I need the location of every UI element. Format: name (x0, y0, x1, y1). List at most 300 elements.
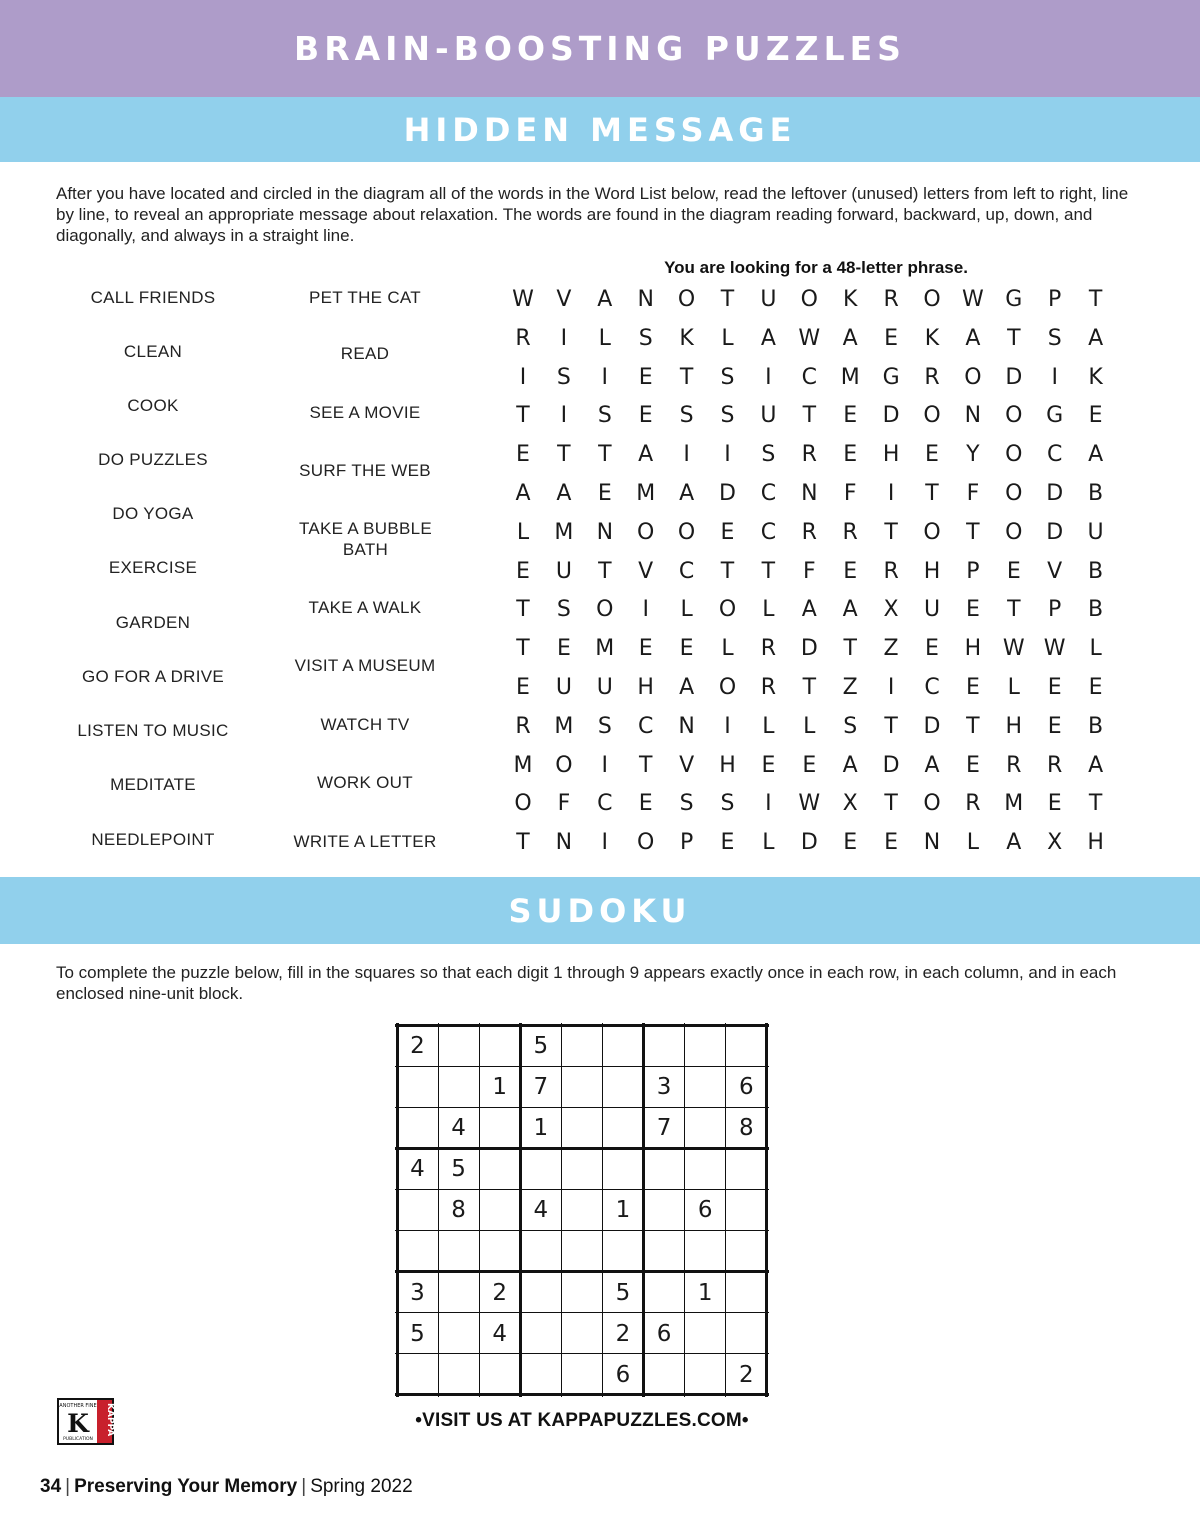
grid-letter[interactable]: H (964, 636, 982, 662)
grid-letter[interactable]: E (679, 636, 694, 662)
sudoku-cell[interactable]: 4 (492, 1320, 507, 1347)
sudoku-cell[interactable] (603, 1148, 644, 1189)
sudoku-cell[interactable] (644, 1189, 685, 1230)
grid-letter[interactable]: H (637, 675, 654, 700)
grid-letter[interactable]: R (801, 519, 817, 545)
grid-letter[interactable]: S (720, 364, 735, 390)
sudoku-cell[interactable]: 1 (615, 1197, 631, 1224)
grid-letter[interactable]: S (556, 364, 571, 390)
sudoku-cell[interactable] (726, 1272, 767, 1313)
grid-letter[interactable]: L (762, 597, 775, 623)
grid-letter[interactable]: R (1047, 752, 1063, 778)
grid-letter[interactable]: D (800, 636, 818, 662)
grid-letter[interactable]: B (1088, 558, 1104, 584)
grid-letter[interactable]: E (720, 830, 735, 856)
sudoku-cell[interactable] (603, 1025, 644, 1066)
grid-letter[interactable]: S (556, 597, 571, 623)
grid-letter[interactable]: A (760, 325, 776, 351)
grid-letter[interactable]: Z (883, 636, 899, 662)
grid-letter[interactable]: L (762, 713, 775, 739)
grid-letter[interactable]: I (887, 481, 895, 506)
grid-letter[interactable]: O (923, 519, 941, 545)
sudoku-cell[interactable] (438, 1272, 479, 1313)
sudoku-cell[interactable]: 2 (738, 1361, 754, 1388)
grid-letter[interactable]: A (556, 481, 572, 506)
grid-letter[interactable]: A (1088, 325, 1104, 351)
grid-letter[interactable]: P (1048, 597, 1062, 623)
grid-letter[interactable]: H (1005, 713, 1023, 739)
grid-letter[interactable]: K (842, 287, 858, 312)
grid-letter[interactable]: O (637, 830, 655, 856)
grid-letter[interactable]: A (597, 287, 613, 312)
grid-letter[interactable]: M (636, 481, 656, 506)
grid-letter[interactable]: D (1005, 364, 1023, 390)
sudoku-cell[interactable]: 2 (492, 1279, 507, 1306)
grid-letter[interactable]: F (557, 791, 571, 817)
grid-letter[interactable]: L (721, 636, 734, 662)
grid-letter[interactable]: L (966, 830, 980, 856)
grid-letter[interactable]: O (718, 675, 737, 700)
sudoku-cell[interactable]: 6 (697, 1197, 713, 1224)
grid-letter[interactable]: T (884, 713, 898, 739)
grid-letter[interactable]: H (923, 558, 941, 584)
grid-letter[interactable]: A (801, 597, 817, 623)
sudoku-cell[interactable]: 7 (533, 1074, 549, 1101)
grid-letter[interactable]: R (515, 325, 531, 351)
grid-letter[interactable]: F (966, 481, 980, 506)
grid-letter[interactable]: N (555, 830, 573, 856)
grid-letter[interactable]: O (1005, 519, 1023, 545)
grid-letter[interactable]: I (683, 442, 690, 468)
grid-letter[interactable]: B (1088, 713, 1104, 739)
sudoku-cell[interactable] (438, 1025, 479, 1066)
grid-letter[interactable]: N (596, 519, 614, 545)
sudoku-cell[interactable] (685, 1148, 726, 1189)
sudoku-cell[interactable] (479, 1025, 520, 1066)
grid-letter[interactable]: C (924, 675, 940, 700)
grid-letter[interactable]: K (679, 325, 694, 351)
grid-letter[interactable]: I (765, 791, 772, 817)
sudoku-cell[interactable] (685, 1354, 726, 1395)
grid-letter[interactable]: C (760, 481, 777, 506)
grid-letter[interactable]: E (843, 830, 858, 856)
grid-letter[interactable]: O (596, 597, 614, 623)
grid-letter[interactable]: M (1004, 791, 1024, 817)
grid-letter[interactable]: E (1088, 675, 1103, 700)
grid-letter[interactable]: T (516, 636, 530, 662)
grid-letter[interactable]: C (760, 519, 777, 545)
grid-letter[interactable]: O (1005, 481, 1023, 506)
grid-letter[interactable]: O (964, 364, 982, 390)
sudoku-cell[interactable] (520, 1148, 561, 1189)
sudoku-cell[interactable] (479, 1189, 520, 1230)
grid-letter[interactable]: S (597, 713, 612, 739)
grid-letter[interactable]: K (1088, 364, 1103, 390)
grid-letter[interactable]: T (679, 364, 694, 390)
sudoku-cell[interactable] (644, 1272, 685, 1313)
grid-letter[interactable]: C (801, 364, 817, 390)
sudoku-cell[interactable] (520, 1272, 561, 1313)
sudoku-cell[interactable] (644, 1354, 685, 1395)
sudoku-cell[interactable] (603, 1066, 644, 1107)
grid-letter[interactable]: P (966, 558, 980, 584)
sudoku-cell[interactable] (685, 1313, 726, 1354)
grid-letter[interactable]: W (1002, 636, 1025, 662)
grid-letter[interactable]: S (843, 713, 858, 739)
grid-letter[interactable]: C (638, 713, 654, 739)
grid-letter[interactable]: N (801, 481, 818, 506)
grid-letter[interactable]: T (761, 558, 776, 584)
sudoku-cell[interactable] (561, 1231, 602, 1272)
grid-letter[interactable]: A (842, 752, 858, 778)
sudoku-cell[interactable] (726, 1148, 767, 1189)
sudoku-cell[interactable] (520, 1313, 561, 1354)
grid-letter[interactable]: S (597, 403, 612, 429)
sudoku-cell[interactable] (726, 1189, 767, 1230)
grid-letter[interactable]: Z (842, 675, 858, 700)
sudoku-cell[interactable]: 1 (492, 1074, 507, 1101)
grid-letter[interactable]: G (882, 364, 900, 390)
sudoku-cell[interactable]: 1 (697, 1279, 713, 1306)
grid-letter[interactable]: S (761, 442, 776, 468)
grid-letter[interactable]: N (637, 287, 654, 312)
sudoku-cell[interactable] (479, 1107, 520, 1148)
sudoku-cell[interactable] (561, 1354, 602, 1395)
sudoku-cell[interactable] (561, 1313, 602, 1354)
grid-letter[interactable]: P (679, 830, 694, 856)
grid-letter[interactable]: X (883, 597, 899, 623)
grid-letter[interactable]: T (925, 481, 939, 506)
grid-letter[interactable]: H (719, 752, 736, 778)
sudoku-cell[interactable] (438, 1066, 479, 1107)
grid-letter[interactable]: D (1046, 519, 1064, 545)
grid-letter[interactable]: N (964, 403, 982, 429)
grid-letter[interactable]: W (1043, 636, 1066, 662)
grid-letter[interactable]: C (597, 791, 613, 817)
grid-letter[interactable]: T (720, 558, 735, 584)
grid-letter[interactable]: L (1089, 636, 1102, 662)
grid-letter[interactable]: U (555, 558, 572, 584)
grid-letter[interactable]: S (638, 325, 653, 351)
grid-letter[interactable]: E (638, 364, 653, 390)
grid-letter[interactable]: V (679, 752, 695, 778)
grid-letter[interactable]: E (884, 830, 899, 856)
grid-letter[interactable]: P (1048, 287, 1062, 312)
grid-letter[interactable]: A (679, 481, 695, 506)
grid-letter[interactable]: I (887, 675, 895, 700)
grid-letter[interactable]: M (513, 752, 533, 778)
grid-letter[interactable]: M (554, 519, 574, 545)
grid-letter[interactable]: N (678, 713, 695, 739)
sudoku-cell[interactable] (561, 1272, 602, 1313)
sudoku-cell[interactable]: 6 (656, 1320, 672, 1347)
grid-letter[interactable]: A (965, 325, 981, 351)
grid-letter[interactable]: T (1088, 287, 1103, 312)
grid-letter[interactable]: G (1046, 403, 1064, 429)
sudoku-cell[interactable] (438, 1354, 479, 1395)
sudoku-cell[interactable] (561, 1066, 602, 1107)
sudoku-cell[interactable] (561, 1025, 602, 1066)
sudoku-cell[interactable] (520, 1231, 561, 1272)
grid-letter[interactable]: E (843, 442, 858, 468)
grid-letter[interactable]: L (762, 830, 775, 856)
grid-letter[interactable]: R (1006, 752, 1022, 778)
grid-letter[interactable]: R (515, 713, 531, 739)
grid-letter[interactable]: T (1007, 325, 1021, 351)
grid-letter[interactable]: T (802, 403, 817, 429)
grid-letter[interactable]: T (884, 519, 898, 545)
sudoku-cell[interactable]: 1 (533, 1115, 549, 1142)
sudoku-cell[interactable] (603, 1107, 644, 1148)
sudoku-cell[interactable]: 2 (410, 1033, 425, 1059)
grid-letter[interactable]: R (883, 558, 899, 584)
grid-letter[interactable]: O (923, 791, 941, 817)
grid-letter[interactable]: R (883, 287, 899, 312)
grid-letter[interactable]: V (638, 558, 654, 584)
grid-letter[interactable]: T (884, 791, 898, 817)
sudoku-cell[interactable] (397, 1354, 438, 1395)
sudoku-cell[interactable]: 7 (656, 1115, 672, 1142)
grid-letter[interactable]: O (637, 519, 655, 545)
grid-letter[interactable]: T (557, 442, 571, 468)
sudoku-cell[interactable]: 6 (738, 1074, 754, 1101)
grid-letter[interactable]: V (556, 287, 572, 312)
sudoku-cell[interactable] (397, 1066, 438, 1107)
grid-letter[interactable]: O (514, 791, 532, 817)
grid-letter[interactable]: E (925, 442, 939, 468)
grid-letter[interactable]: U (760, 287, 777, 312)
grid-letter[interactable]: W (798, 791, 821, 817)
grid-letter[interactable]: D (1046, 481, 1064, 506)
grid-letter[interactable]: W (512, 287, 534, 312)
grid-letter[interactable]: X (842, 791, 858, 817)
grid-letter[interactable]: T (516, 403, 530, 429)
grid-letter[interactable]: A (842, 325, 858, 351)
grid-letter[interactable]: I (642, 597, 649, 623)
grid-letter[interactable]: F (843, 481, 857, 506)
grid-letter[interactable]: D (882, 752, 900, 778)
grid-letter[interactable]: U (923, 597, 941, 623)
sudoku-cell[interactable] (644, 1231, 685, 1272)
sudoku-cell[interactable]: 8 (738, 1115, 754, 1142)
sudoku-cell[interactable] (561, 1148, 602, 1189)
grid-letter[interactable]: E (843, 558, 858, 584)
grid-letter[interactable]: O (800, 287, 818, 312)
grid-letter[interactable]: L (680, 597, 693, 623)
sudoku-cell[interactable] (479, 1354, 520, 1395)
grid-letter[interactable]: I (601, 364, 609, 390)
grid-letter[interactable]: E (884, 325, 899, 351)
grid-letter[interactable]: T (1088, 791, 1103, 817)
sudoku-cell[interactable] (479, 1148, 520, 1189)
sudoku-cell[interactable]: 4 (410, 1156, 425, 1183)
grid-letter[interactable]: E (802, 752, 817, 778)
grid-letter[interactable]: B (1088, 597, 1104, 623)
sudoku-cell[interactable] (397, 1231, 438, 1272)
grid-letter[interactable]: S (1047, 325, 1062, 351)
grid-letter[interactable]: R (924, 364, 940, 390)
grid-letter[interactable]: T (966, 713, 980, 739)
grid-letter[interactable]: M (554, 713, 574, 739)
grid-letter[interactable]: E (516, 442, 530, 468)
grid-letter[interactable]: L (803, 713, 816, 739)
grid-letter[interactable]: M (840, 364, 860, 390)
grid-letter[interactable]: U (1087, 519, 1104, 545)
sudoku-cell[interactable] (685, 1066, 726, 1107)
sudoku-cell[interactable] (561, 1107, 602, 1148)
grid-letter[interactable]: F (802, 558, 816, 584)
grid-letter[interactable]: O (555, 752, 573, 778)
sudoku-cell[interactable]: 3 (410, 1279, 425, 1306)
sudoku-cell[interactable]: 8 (451, 1197, 466, 1224)
sudoku-cell[interactable]: 5 (615, 1279, 631, 1306)
sudoku-cell[interactable]: 2 (615, 1320, 631, 1347)
grid-letter[interactable]: E (1047, 675, 1062, 700)
grid-letter[interactable]: E (720, 519, 735, 545)
grid-letter[interactable]: E (965, 597, 980, 623)
sudoku-cell[interactable]: 5 (410, 1320, 425, 1347)
grid-letter[interactable]: I (560, 403, 568, 429)
grid-letter[interactable]: R (760, 675, 777, 700)
grid-letter[interactable]: E (1088, 403, 1103, 429)
grid-letter[interactable]: A (1088, 442, 1104, 468)
grid-letter[interactable]: E (1047, 791, 1062, 817)
grid-letter[interactable]: D (719, 481, 736, 506)
sudoku-cell[interactable] (479, 1231, 520, 1272)
grid-letter[interactable]: E (1006, 558, 1021, 584)
grid-letter[interactable]: R (760, 636, 777, 662)
grid-letter[interactable]: T (516, 830, 530, 856)
grid-letter[interactable]: T (720, 287, 735, 312)
grid-letter[interactable]: E (638, 791, 653, 817)
grid-letter[interactable]: D (923, 713, 941, 739)
grid-letter[interactable]: E (638, 636, 653, 662)
grid-letter[interactable]: E (761, 752, 776, 778)
grid-letter[interactable]: I (724, 442, 731, 468)
sudoku-cell[interactable]: 3 (656, 1074, 672, 1101)
sudoku-cell[interactable]: 6 (615, 1361, 631, 1388)
sudoku-cell[interactable]: 4 (533, 1197, 549, 1224)
grid-letter[interactable]: I (519, 364, 527, 390)
grid-letter[interactable]: U (596, 675, 613, 700)
grid-letter[interactable]: O (923, 287, 941, 312)
grid-letter[interactable]: W (798, 325, 821, 351)
sudoku-cell[interactable] (685, 1107, 726, 1148)
grid-letter[interactable]: T (1007, 597, 1021, 623)
grid-letter[interactable]: I (601, 752, 609, 778)
grid-letter[interactable]: K (924, 325, 940, 351)
grid-letter[interactable]: C (678, 558, 695, 584)
grid-letter[interactable]: E (843, 403, 858, 429)
grid-letter[interactable]: I (560, 325, 568, 351)
sudoku-cell[interactable] (397, 1107, 438, 1148)
grid-letter[interactable]: T (638, 752, 653, 778)
grid-letter[interactable]: S (720, 791, 735, 817)
grid-letter[interactable]: A (679, 675, 695, 700)
grid-letter[interactable]: E (965, 752, 980, 778)
grid-letter[interactable]: L (598, 325, 611, 351)
grid-letter[interactable]: D (882, 403, 900, 429)
sudoku-cell[interactable]: 4 (451, 1115, 466, 1142)
grid-letter[interactable]: H (882, 442, 900, 468)
sudoku-cell[interactable] (520, 1354, 561, 1395)
grid-letter[interactable]: E (556, 636, 571, 662)
grid-letter[interactable]: O (1005, 403, 1023, 429)
grid-letter[interactable]: B (1088, 481, 1104, 506)
grid-letter[interactable]: O (677, 519, 696, 545)
grid-letter[interactable]: T (516, 597, 530, 623)
grid-letter[interactable]: I (765, 364, 772, 390)
grid-letter[interactable]: A (1088, 752, 1104, 778)
sudoku-cell[interactable] (438, 1313, 479, 1354)
grid-letter[interactable]: A (515, 481, 531, 506)
sudoku-cell[interactable] (685, 1231, 726, 1272)
sudoku-cell[interactable]: 5 (451, 1156, 466, 1183)
grid-letter[interactable]: E (965, 675, 980, 700)
grid-letter[interactable]: N (923, 830, 941, 856)
grid-letter[interactable]: H (1087, 830, 1104, 856)
sudoku-cell[interactable] (438, 1231, 479, 1272)
grid-letter[interactable]: L (516, 519, 530, 545)
grid-letter[interactable]: U (555, 675, 572, 700)
grid-letter[interactable]: R (801, 442, 817, 468)
grid-letter[interactable]: A (638, 442, 654, 468)
sudoku-cell[interactable] (726, 1231, 767, 1272)
sudoku-cell[interactable]: 5 (533, 1033, 549, 1059)
grid-letter[interactable]: T (598, 558, 612, 584)
grid-letter[interactable]: R (965, 791, 981, 817)
grid-letter[interactable]: Y (966, 442, 980, 468)
grid-letter[interactable]: M (595, 636, 615, 662)
grid-letter[interactable]: L (721, 325, 734, 351)
grid-letter[interactable]: A (842, 597, 858, 623)
grid-letter[interactable]: O (718, 597, 737, 623)
grid-letter[interactable]: T (843, 636, 857, 662)
grid-letter[interactable]: G (1005, 287, 1023, 312)
sudoku-cell[interactable] (397, 1189, 438, 1230)
grid-letter[interactable]: W (962, 287, 984, 312)
grid-letter[interactable]: S (720, 403, 735, 429)
grid-letter[interactable]: E (516, 558, 530, 584)
grid-letter[interactable]: O (923, 403, 941, 429)
sudoku-cell[interactable] (726, 1025, 767, 1066)
grid-letter[interactable]: C (1047, 442, 1063, 468)
grid-letter[interactable]: E (516, 675, 530, 700)
grid-letter[interactable]: E (638, 403, 653, 429)
grid-letter[interactable]: E (1047, 713, 1062, 739)
sudoku-cell[interactable] (644, 1025, 685, 1066)
grid-letter[interactable]: S (679, 403, 694, 429)
grid-letter[interactable]: I (1051, 364, 1058, 390)
sudoku-cell[interactable] (644, 1148, 685, 1189)
sudoku-cell[interactable] (726, 1313, 767, 1354)
grid-letter[interactable]: I (601, 830, 609, 856)
grid-letter[interactable]: L (1007, 675, 1020, 700)
grid-letter[interactable]: T (966, 519, 980, 545)
grid-letter[interactable]: X (1047, 830, 1063, 856)
grid-letter[interactable]: O (1005, 442, 1023, 468)
sudoku-cell[interactable] (685, 1025, 726, 1066)
grid-letter[interactable]: D (800, 830, 818, 856)
sudoku-cell[interactable] (603, 1231, 644, 1272)
grid-letter[interactable]: R (842, 519, 858, 545)
grid-letter[interactable]: I (724, 713, 731, 739)
grid-letter[interactable]: U (760, 403, 777, 429)
grid-letter[interactable]: E (925, 636, 939, 662)
grid-letter[interactable]: O (677, 287, 696, 312)
sudoku-cell[interactable] (561, 1189, 602, 1230)
grid-letter[interactable]: V (1047, 558, 1063, 584)
